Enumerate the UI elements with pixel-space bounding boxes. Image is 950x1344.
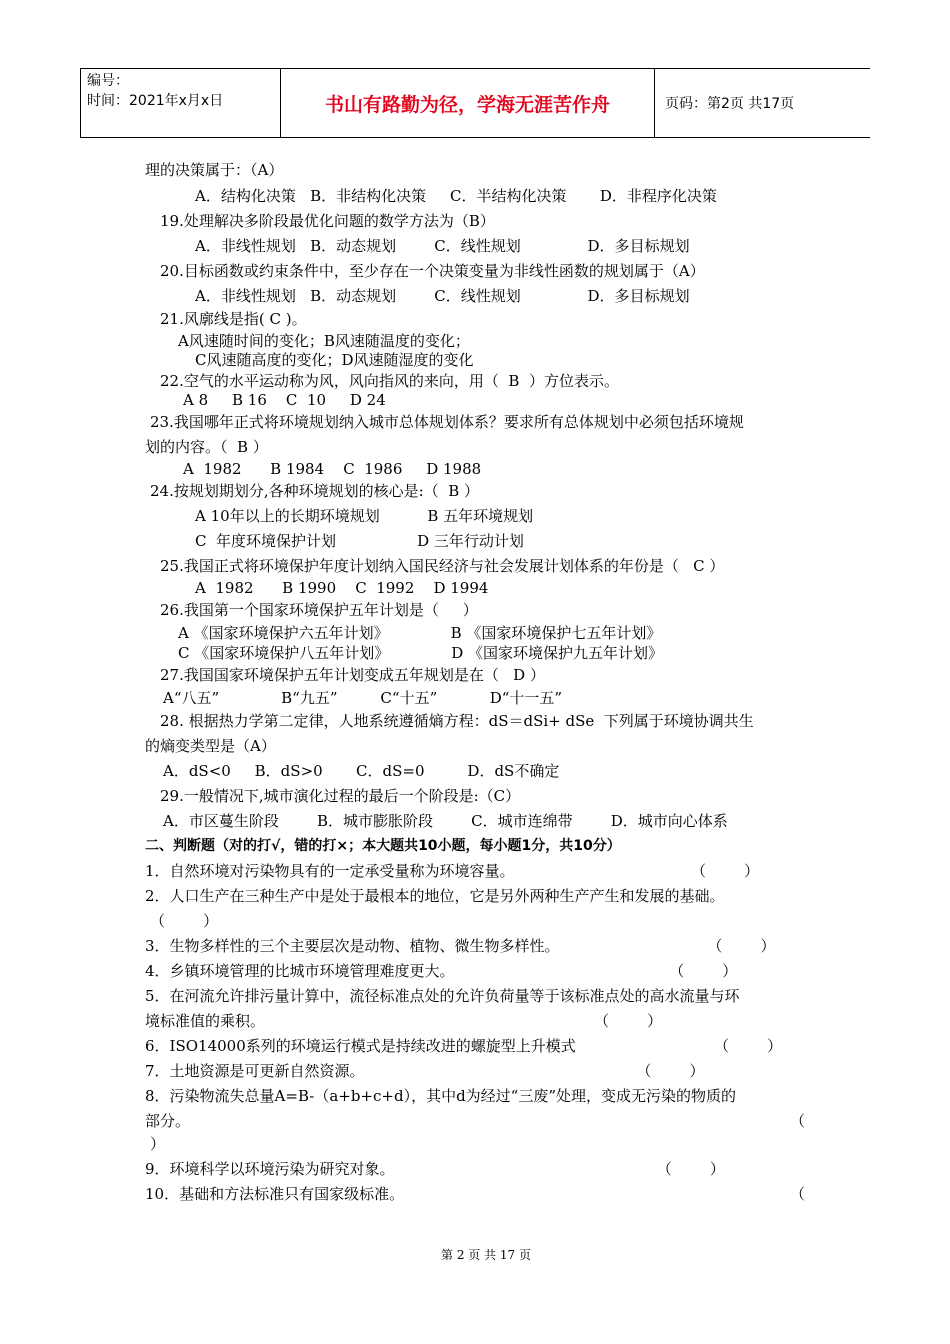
- text-line: 20.目标函数或约束条件中，至少存在一个决策变量为非线性函数的规划属于（A）: [160, 262, 705, 280]
- text-line: 8．污染物流失总量A=B-（a+b+c+d），其中d为经过“三废”处理，变成无污染的物质的: [145, 1087, 737, 1105]
- text-line: 1．自然环境对污染物具有的一定承受量称为环境容量。 （ ）: [145, 862, 760, 880]
- text-line: A．非线性规划 B．动态规划 C．线性规划 D．多目标规划: [195, 237, 690, 255]
- motto: 书山有路勤为径，学海无涯苦作舟: [281, 69, 655, 137]
- text-line: （: [790, 1112, 806, 1130]
- text-line: A 10年以上的长期环境规划 B 五年环境规划: [195, 507, 534, 525]
- text-line: 2．人口生产在三种生产中是处于最根本的地位，它是另外两种生产产生和发展的基础。: [145, 887, 725, 905]
- text-line: A．dS<0 B．dS>0 C．dS=0 D．dS不确定: [163, 762, 560, 780]
- page-header: [80, 68, 870, 138]
- text-line: 9．环境科学以环境污染为研究对象。 （ ）: [145, 1160, 725, 1178]
- text-line: 理的决策属于：（A）: [145, 161, 284, 179]
- text-line: 10．基础和方法标准只有国家级标准。: [145, 1185, 405, 1203]
- text-line: A 8 B 16 C 10 D 24: [183, 391, 386, 409]
- text-line: 28. 根据热力学第二定律，人地系统遵循熵方程：dS＝dSi+ dSe 下列属于环境协调共生: [160, 712, 754, 730]
- text-line: 25.我国正式将环境保护年度计划纳入国民经济与社会发展计划体系的年份是（ C ）: [160, 557, 725, 575]
- text-line: 5．在河流允许排污量计算中，流径标准点处的允许负荷量等于该标准点处的高水流量与环: [145, 987, 740, 1005]
- text-line: A 《国家环境保护六五年计划》 B 《国家环境保护七五年计划》: [178, 624, 662, 642]
- text-line: 境标准值的乘积。 （ ）: [145, 1012, 663, 1030]
- text-line: A风速随时间的变化；B风速随温度的变化；: [178, 332, 470, 350]
- text-line: A 1982 B 1990 C 1992 D 1994: [195, 579, 489, 597]
- page-number-label: 页码：第2页 共17页: [665, 96, 795, 112]
- text-line: A．市区蔓生阶段 B．城市膨胀阶段 C．城市连绵带 D．城市向心体系: [163, 812, 728, 830]
- text-line: A 1982 B 1984 C 1986 D 1988: [183, 460, 482, 478]
- text-line: 划的内容。（ B ）: [145, 438, 268, 456]
- text-line: 6．ISO14000系列的环境运行模式是持续改进的螺旋型上升模式 （ ）: [145, 1037, 783, 1055]
- text-line: 4．乡镇环境管理的比城市环境管理难度更大。 （ ）: [145, 962, 738, 980]
- page-footer: 第 2 页 共 17 页: [441, 1248, 531, 1262]
- text-line: 7．土地资源是可更新自然资源。 （ ）: [145, 1062, 705, 1080]
- text-line: C 年度环境保护计划 D 三年行动计划: [195, 532, 524, 550]
- text-line: 22.空气的水平运动称为风，风向指风的来向，用（ B ）方位表示。: [160, 372, 619, 390]
- text-line: C风速随高度的变化；D风速随湿度的变化: [195, 351, 474, 369]
- text-line: A．结构化决策 B．非结构化决策 C．半结构化决策 D．非程序化决策: [195, 187, 717, 205]
- text-line: A“八五” B“九五” C“十五” D“十一五”: [163, 689, 563, 707]
- text-line: 3．生物多样性的三个主要层次是动物、植物、微生物多样性。 （ ）: [145, 937, 776, 955]
- text-line: 部分。: [145, 1112, 191, 1130]
- text-line: ）: [150, 1135, 166, 1153]
- text-line: 19.处理解决多阶段最优化问题的数学方法为（B）: [160, 212, 495, 230]
- text-line: 23.我国哪年正式将环境规划纳入城市总体规划体系？要求所有总体规划中必须包括环境规: [150, 413, 744, 431]
- header-left-cell: [80, 69, 281, 137]
- text-line: 21.风廓线是指( C )。: [160, 310, 307, 328]
- text-line: A．非线性规划 B．动态规划 C．线性规划 D．多目标规划: [195, 287, 690, 305]
- text-line: 27.我国国家环境保护五年计划变成五年规划是在（ D ）: [160, 666, 545, 684]
- time-label: 时间：2021年x月x日: [87, 93, 224, 109]
- text-line: 29.一般情况下,城市演化过程的最后一个阶段是:（C）: [160, 787, 521, 805]
- text-line: 26.我国第一个国家环境保护五年计划是（ ）: [160, 601, 478, 619]
- text-line: 24.按规划期划分,各种环境规划的核心是:（ B ）: [150, 482, 480, 500]
- text-line: （ ）: [150, 912, 219, 930]
- section-heading: 二、判断题（对的打√，错的打×；本大题共10小题，每小题1分，共10分）: [145, 838, 621, 854]
- text-line: 的熵变类型是（A）: [145, 737, 276, 755]
- number-label: 编号：: [87, 73, 129, 89]
- text-line: （: [790, 1185, 806, 1203]
- text-line: C 《国家环境保护八五年计划》 D 《国家环境保护九五年计划》: [178, 644, 664, 662]
